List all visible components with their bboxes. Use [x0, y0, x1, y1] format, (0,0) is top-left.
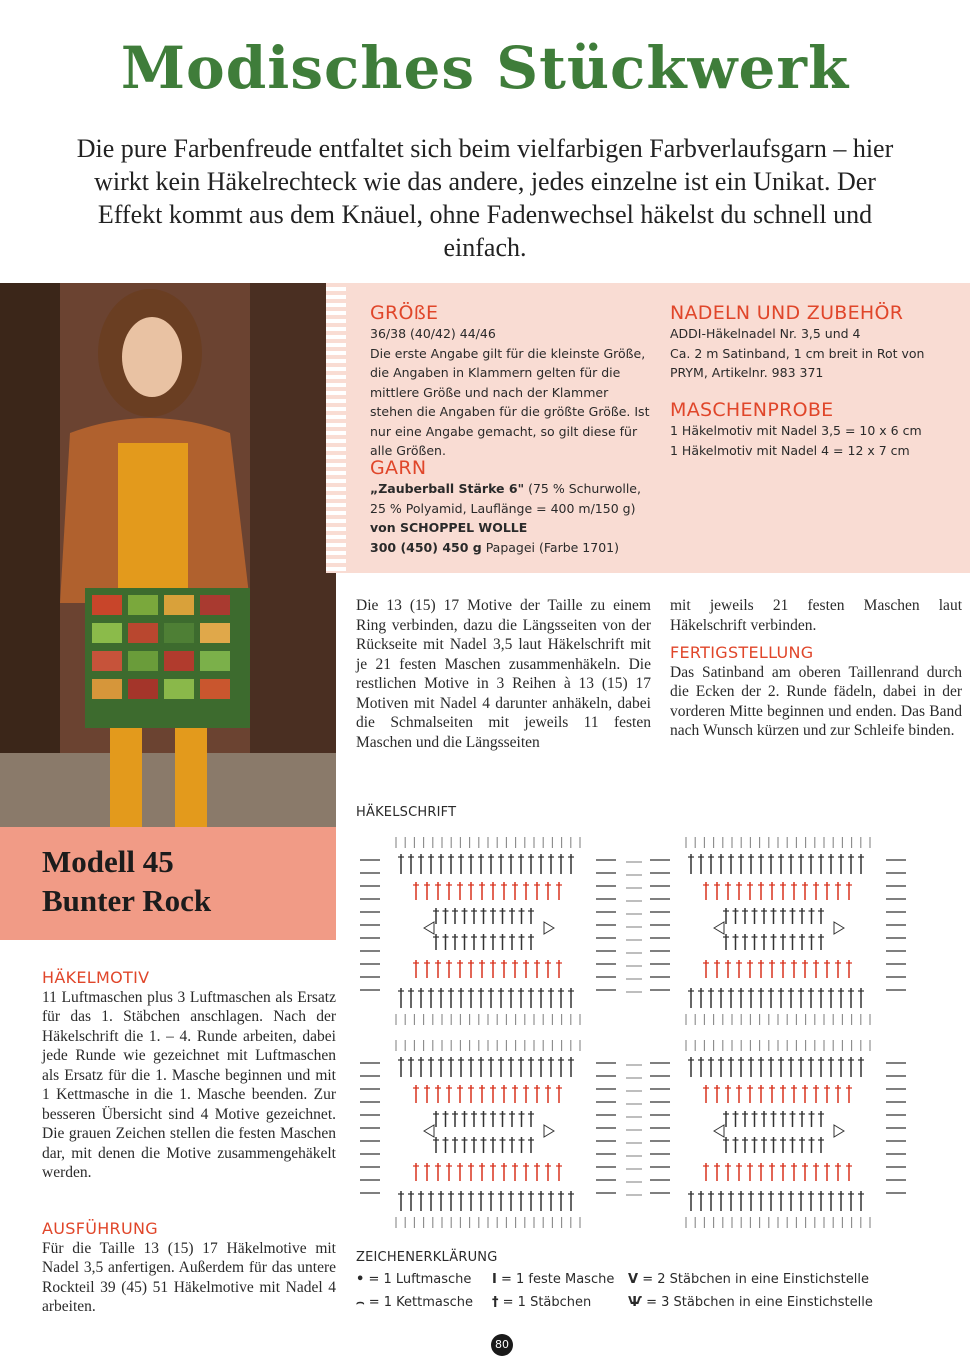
chart-heading: HÄKELSCHRIFT	[356, 805, 457, 820]
chart-arrow	[544, 1125, 554, 1137]
garn-brand: „Zauberball Stärke 6"	[370, 481, 525, 496]
garn-color: Papagei (Farbe 1701)	[481, 539, 619, 555]
garn-section	[370, 457, 660, 557]
groesse-section	[370, 302, 650, 461]
chart-arrow	[424, 1125, 434, 1137]
info-box-zigzag-edge	[326, 283, 346, 573]
maschenprobe-section	[670, 399, 955, 460]
garn-manufacturer: von SCHOPPEL WOLLE	[370, 520, 528, 535]
ausfuehrung-heading: AUSFÜHRUNG	[42, 1219, 158, 1238]
chart-arrow	[834, 922, 844, 934]
groesse-text: Die erste Angabe gilt für die kleinste Größe, die Angaben in Klammern gelten für die mittlere Größe und nach der Klammer stehen die Angaben für die größte Größe. Ist nur eine Angabe gemacht, so gilt diese für alle Größen.	[370, 345, 650, 458]
legend-zwei-staebchen	[628, 1272, 869, 1287]
fertigstellung-text: Das Satinband am oberen Taillenrand durch die Ecken der 2. Runde fädeln, dabei in der vorderen Mitte beginnen und enden. Das Band nach Wunsch kürzen und zur Schleife binden.	[670, 663, 962, 739]
garn-heading: GARN	[370, 457, 427, 479]
maschenprobe-line-1: 1 Häkelmotiv mit Nadel 3,5 = 10 x 6 cm	[670, 423, 922, 438]
legend-drei-staebchen	[628, 1295, 873, 1310]
groesse-sizes: 36/38 (40/42) 44/46	[370, 326, 496, 341]
chart-arrow	[834, 1125, 844, 1137]
page-number: 80	[491, 1334, 513, 1356]
intro-text: Die pure Farbenfreude entfaltet sich beim vielfarbigen Farbverlaufsgarn – hier wirkt kein Häkelrechteck wie das andere, jedes einzelne ist ein Unikat. Der Effekt kommt aus dem Knäuel, ohne Fadenwechsel häkelst du schnell und einfach.	[76, 134, 894, 262]
staebchen-label: = 1 Stäbchen	[502, 1295, 592, 1310]
nadeln-line-2: Ca. 2 m Satinband, 1 cm breit in Rot von PRYM, Artikelnr. 983 371	[670, 345, 925, 380]
instructions-end: mit jeweils 21 festen Maschen laut Häkelschrift verbinden.	[670, 597, 962, 634]
nadeln-line-1: ADDI-Häkelnadel Nr. 3,5 und 4	[670, 326, 861, 341]
legend-heading: ZEICHENERKLÄRUNG	[356, 1250, 498, 1265]
ausfuehrung-section	[42, 1215, 336, 1317]
chart-arrow	[544, 922, 554, 934]
legend-feste-masche	[492, 1272, 614, 1287]
model-number: Modell 45	[42, 844, 174, 879]
legend-kettmasche	[356, 1295, 473, 1310]
groesse-heading: GRÖßE	[370, 302, 439, 324]
photo-illustration	[0, 283, 336, 827]
chart-arrow	[714, 1125, 724, 1137]
model-title	[42, 842, 211, 920]
maschenprobe-heading: MASCHENPROBE	[670, 399, 834, 421]
model-name: Bunter Rock	[42, 883, 212, 918]
crochet-chart	[356, 830, 922, 1230]
right-column	[670, 596, 962, 741]
zwei-staebchen-symbol: V	[628, 1272, 639, 1287]
legend-staebchen	[492, 1295, 591, 1310]
fertigstellung-heading: FERTIGSTELLUNG	[670, 643, 814, 662]
staebchen-symbol: †	[492, 1295, 499, 1310]
chart-arrow	[424, 922, 434, 934]
garn-line-4	[370, 538, 660, 558]
haekelmotiv-text: 11 Luftmaschen plus 3 Luftmaschen als Ersatz für das 1. Stäbchen anschlagen. Nach der Häkelschrift die 1. – 4. Runde arbeiten, dabei jede Runde wie gezeichnet mit Luftmaschen als Ersatz für die 1. Masche beginnen und mit 1 Kettmasche in die 1. Masche beenden. Zur besseren Übersicht sind 4 Motive gezeichnet. Die grauen Zeichen stellen die festen Maschen dar, mit denen die Motive zusammengehäkelt werden.	[42, 988, 336, 1181]
kettmasche-symbol: ⌢	[356, 1295, 365, 1310]
garn-line-1	[370, 479, 660, 499]
model-photo	[0, 283, 336, 827]
ausfuehrung-text: Für die Taille 13 (15) 17 Häkelmotive mit Nadel 3,5 anfertigen. Außerdem für das untere Rockteil 39 (45) 51 Häkelmotive mit Nadel 4 arbeiten.	[42, 1239, 336, 1315]
garn-composition: (75 % Schurwolle,	[524, 481, 641, 496]
drei-staebchen-label: = 3 Stäbchen in eine Einstichstelle	[646, 1295, 873, 1310]
maschenprobe-line-2: 1 Häkelmotiv mit Nadel 4 = 12 x 7 cm	[670, 442, 910, 458]
feste-masche-label: = 1 feste Masche	[500, 1272, 615, 1287]
chart-arrow	[714, 922, 724, 934]
nadeln-heading: NADELN UND ZUBEHÖR	[670, 302, 904, 324]
instructions-continued: Die 13 (15) 17 Motive der Taille zu einem Ring verbinden, dazu die Längsseiten von der Rückseite mit Nadel 3,5 laut Häkelschrift mit je 21 festen Maschen zusammenhäkeln. Die restlichen Motive in 3 Reihen à 13 (15) 17 Motiven mit Nadel 4 darunter anhäkeln, dabei die Schmalseiten mit jeweils 11 festen Maschen und die Längsseiten	[356, 597, 651, 751]
luftmasche-symbol: •	[356, 1272, 365, 1287]
nadeln-section	[670, 302, 955, 383]
drei-staebchen-symbol: Ѱ	[628, 1295, 642, 1310]
legend-luftmasche	[356, 1272, 471, 1287]
kettmasche-label: = 1 Kettmasche	[368, 1295, 473, 1310]
feste-masche-symbol: I	[492, 1272, 497, 1287]
garn-amount: 300 (450) 450 g	[370, 539, 482, 555]
haekelmotiv-heading: HÄKELMOTIV	[42, 968, 150, 987]
page-title: Modisches Stückwerk	[120, 34, 850, 102]
zwei-staebchen-label: = 2 Stäbchen in eine Einstichstelle	[642, 1272, 869, 1287]
haekelmotiv-section	[42, 964, 336, 1183]
luftmasche-label: = 1 Luftmasche	[368, 1272, 472, 1287]
garn-line-3	[370, 518, 660, 538]
garn-line-2: 25 % Polyamid, Lauflänge = 400 m/150 g)	[370, 500, 636, 516]
